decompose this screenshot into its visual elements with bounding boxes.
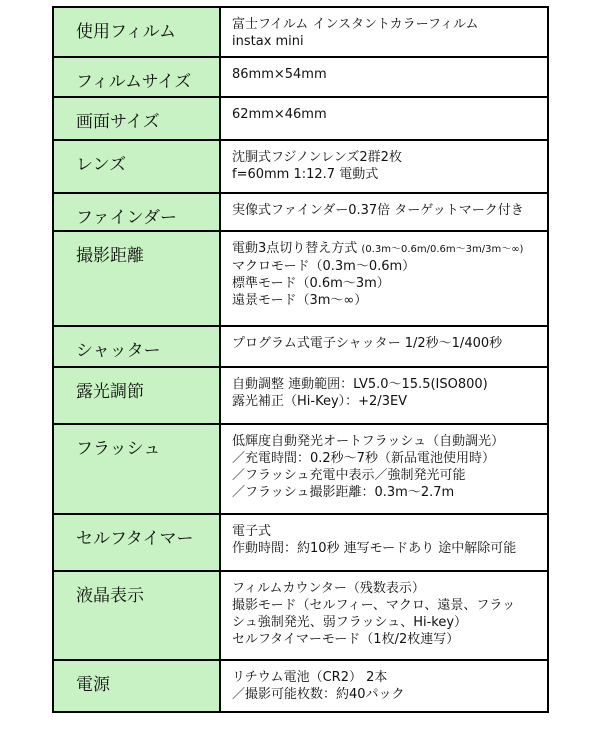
spec-value (220, 571, 548, 660)
spec-value (220, 231, 548, 326)
spec-table (52, 6, 549, 713)
spec-value-line: 富士フイルム インスタントカラーフィルム (232, 17, 479, 32)
spec-label: セルフタイマー (53, 514, 220, 571)
spec-label: 使用フィルム (53, 7, 220, 57)
spec-label: 画面サイズ (53, 97, 220, 140)
spec-row-power (53, 660, 548, 712)
spec-value (220, 140, 548, 193)
spec-value-line: ／充電時間：0.2秒～7秒（新品電池使用時） (232, 451, 495, 466)
spec-value-line: 自動調整 連動範囲：LV5.0～15.5(ISO800) (232, 377, 488, 392)
spec-row-lens (53, 140, 548, 193)
spec-label: シャッター (53, 326, 220, 367)
spec-value-line: シュ強制発光、弱フラッシュ、Hi-key） (232, 615, 468, 630)
spec-value-line: ／フラッシュ充電中表示／強制発光可能 (232, 468, 466, 483)
spec-value-line: 86mm×54mm (232, 67, 327, 82)
spec-value-line: マクロモード（0.3m～0.6m） (232, 259, 416, 274)
spec-row-film-size (53, 57, 548, 97)
spec-label: フラッシュ (53, 424, 220, 514)
spec-value-line: 低輝度自動発光オートフラッシュ（自動調光） (232, 434, 505, 449)
spec-value-line: f=60mm 1:12.7 電動式 (232, 167, 379, 182)
spec-label: フィルムサイズ (53, 57, 220, 97)
spec-value-line: プログラム式電子シャッター 1/2秒～1/400秒 (232, 336, 503, 351)
spec-value-line: ／撮影可能枚数：約40パック (232, 687, 405, 702)
spec-value-line: リチウム電池（CR2） 2本 (232, 670, 388, 685)
spec-value-line: 作動時間：約10秒 連写モードあり 途中解除可能 (232, 541, 517, 556)
spec-row-flash (53, 424, 548, 514)
spec-value-line: セルフタイマーモード（1枚/2枚連写） (232, 632, 460, 647)
spec-value-line: 標準モード（0.6m～3m） (232, 276, 390, 291)
spec-label: 液晶表示 (53, 571, 220, 660)
spec-label: 撮影距離 (53, 231, 220, 326)
spec-value (220, 193, 548, 231)
spec-row-film (53, 7, 548, 57)
spec-value-line: instax mini (232, 34, 304, 49)
spec-value-line: 実像式ファインダー0.37倍 ターゲットマーク付き (232, 203, 524, 218)
spec-label: レンズ (53, 140, 220, 193)
spec-value (220, 660, 548, 712)
spec-value (220, 57, 548, 97)
spec-value-line: 露光補正（Hi-Key）：+2/3EV (232, 394, 408, 409)
spec-row-exposure (53, 367, 548, 424)
spec-row-self-timer (53, 514, 548, 571)
spec-value (220, 514, 548, 571)
spec-value-line: ／フラッシュ撮影距離：0.3m～2.7m (232, 485, 455, 500)
spec-value-line: 撮影モード（セルフィー、マクロ、遠景、フラッ (232, 598, 516, 613)
spec-value (220, 424, 548, 514)
spec-value (220, 7, 548, 57)
spec-row-lcd (53, 571, 548, 660)
spec-label: ファインダー (53, 193, 220, 231)
spec-label: 電源 (53, 660, 220, 712)
spec-value-note: (0.3m～0.6m/0.6m～3m/3m～∞) (361, 244, 524, 255)
spec-row-image-size (53, 97, 548, 140)
spec-value-line (232, 240, 543, 258)
spec-row-shutter (53, 326, 548, 367)
spec-row-finder (53, 193, 548, 231)
spec-value-line: 電子式 (232, 524, 272, 539)
spec-value-line: 62mm×46mm (232, 107, 327, 122)
spec-value-text: 電動3点切り替え方式 (232, 241, 358, 256)
spec-value-line: 遠景モード（3m～∞） (232, 293, 368, 308)
spec-value (220, 367, 548, 424)
spec-row-focus-range (53, 231, 548, 326)
spec-value-line: 沈胴式フジノンレンズ2群2枚 (232, 150, 402, 165)
spec-label: 露光調節 (53, 367, 220, 424)
spec-value (220, 97, 548, 140)
spec-value (220, 326, 548, 367)
spec-value-line: フィルムカウンター（残数表示） (232, 581, 425, 596)
